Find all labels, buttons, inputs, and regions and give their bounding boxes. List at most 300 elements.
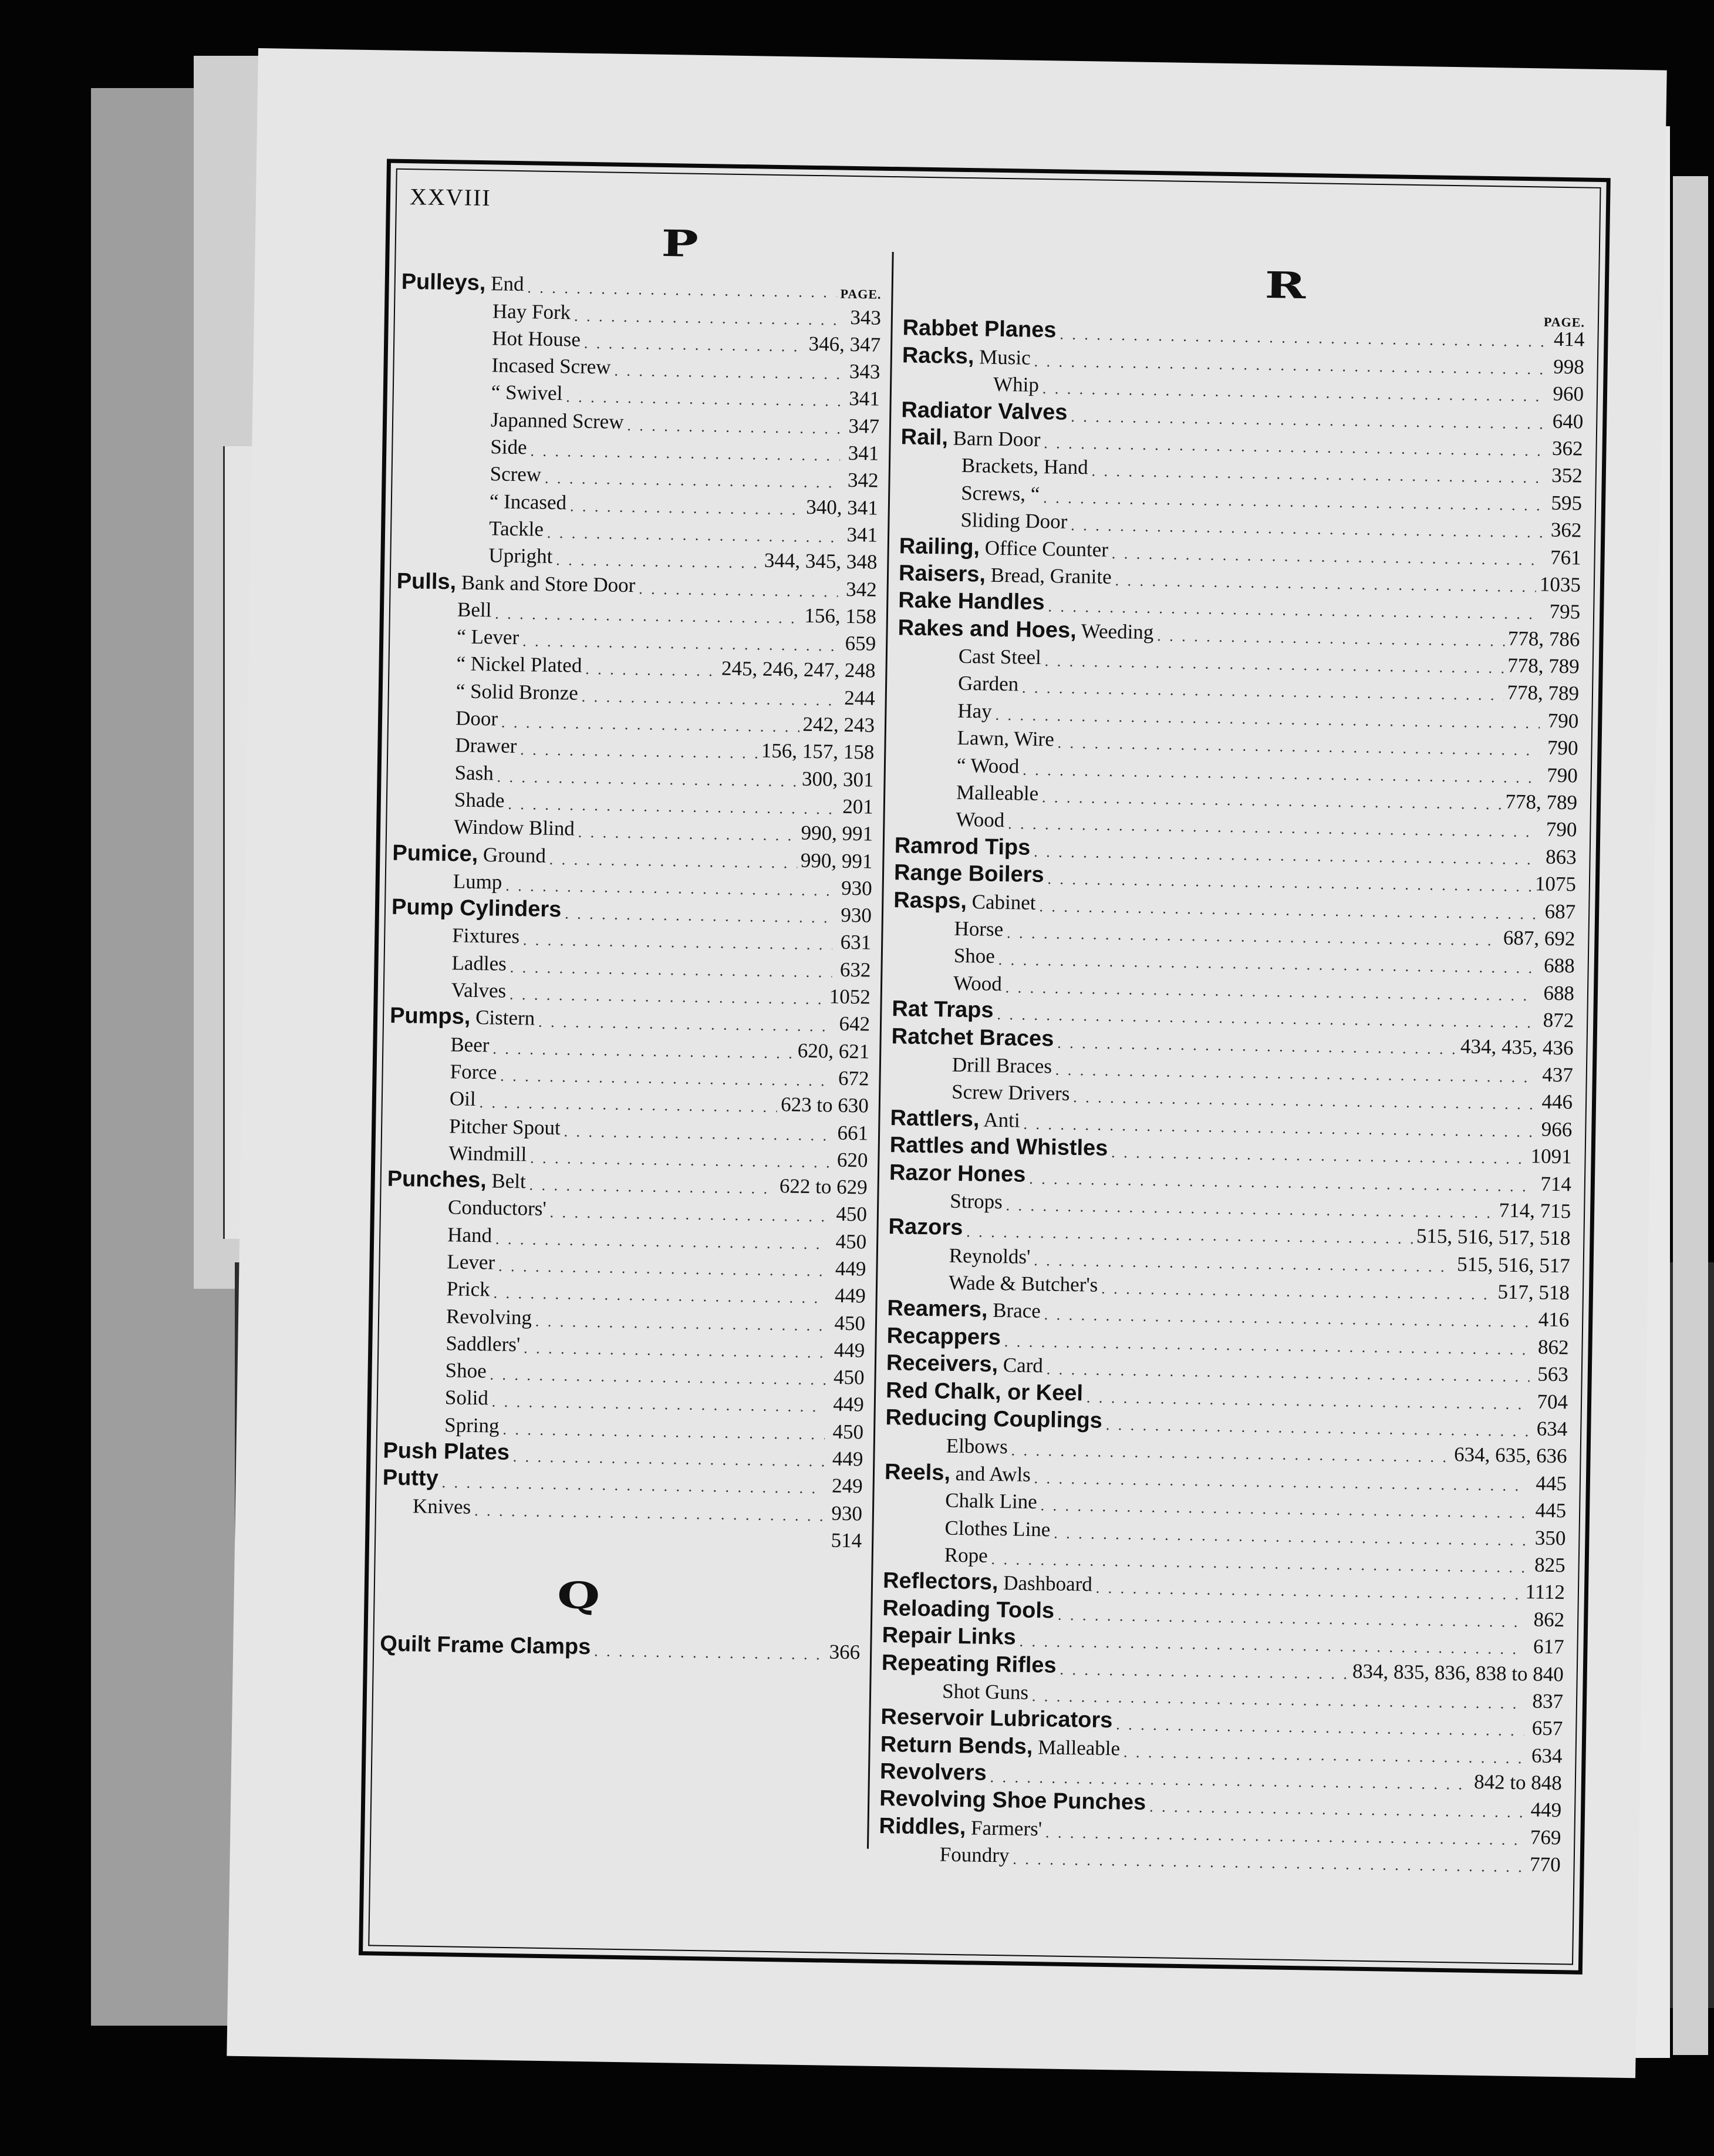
page-reference: 342 [847, 469, 879, 493]
entry-subheading: Wade & Butcher's [948, 1271, 1098, 1296]
page-reference: 778, 789 [1507, 681, 1580, 705]
entry-text [898, 642, 1045, 670]
entry-subheading: Screw [490, 462, 542, 487]
page-reference: 450 [835, 1229, 867, 1254]
entry-subheading: Screw Drivers [951, 1080, 1070, 1106]
entry-subheading: Foundry [939, 1842, 1010, 1867]
page-reference: 661 [837, 1121, 869, 1145]
entry-text [387, 1139, 530, 1167]
entry-text [389, 1058, 500, 1085]
page-reference: 449 [1530, 1798, 1562, 1822]
entry-text [880, 1732, 1123, 1761]
entry-subheading: Drill Braces [952, 1053, 1052, 1078]
page-reference: 862 [1537, 1335, 1569, 1359]
entry-subheading: Force [450, 1060, 497, 1084]
entry-main-heading: Receivers, [886, 1350, 998, 1377]
entry-text [380, 1632, 595, 1660]
entry-text [900, 425, 1044, 452]
entry-main-heading: Revolvers [879, 1759, 987, 1786]
page-reference: 343 [849, 360, 880, 383]
entry-text [884, 1487, 1041, 1514]
page-reference: 714, 715 [1499, 1198, 1571, 1223]
entry-text [400, 324, 584, 352]
entry-text [385, 1302, 535, 1330]
entry-main-heading: Punches, [387, 1166, 487, 1193]
page-reference: 1052 [829, 985, 871, 1009]
entry-text [390, 976, 510, 1003]
book-edge [1673, 176, 1708, 2055]
entry-subheading: Barn Door [953, 426, 1041, 451]
entry-main-heading: Riddles, [879, 1813, 966, 1840]
entry-text [386, 1248, 498, 1275]
entry-text [392, 868, 505, 895]
entry-subheading: Fixtures [451, 924, 520, 948]
entry-text [902, 316, 1060, 343]
entry-main-heading: Recappers [886, 1323, 1001, 1350]
entry-text [883, 1541, 992, 1568]
entry-text [902, 370, 1042, 397]
entry-text [399, 433, 531, 460]
page-reference: 352 [1551, 464, 1583, 487]
entry-subheading: Farmers' [970, 1816, 1042, 1841]
dot-leader [594, 1643, 821, 1664]
entry-subheading: Hay Fork [492, 299, 571, 324]
entry-subheading: Sliding Door [960, 508, 1068, 533]
entry-text [894, 860, 1048, 888]
entry-main-heading: Reamers, [887, 1296, 988, 1323]
page-reference: 930 [841, 876, 872, 900]
entry-main-heading: Revolving Shoe Punches [879, 1786, 1146, 1815]
entry-text [900, 479, 1044, 507]
entry-main-heading: Rail, [900, 425, 949, 450]
page-reference: 341 [848, 387, 880, 411]
entry-subheading: Reynolds' [949, 1244, 1031, 1268]
page-reference: 445 [1536, 1471, 1567, 1495]
entry-text [393, 786, 508, 813]
entry-text [879, 1786, 1150, 1815]
page-reference: 998 [1553, 355, 1585, 379]
entry-subheading: Window Blind [453, 815, 575, 840]
entry-text [886, 1323, 1004, 1350]
entry-text [892, 996, 997, 1023]
page-reference: 837 [1532, 1689, 1564, 1713]
entry-subheading: “ Incased [489, 489, 567, 514]
entry-main-heading: Pumice, [392, 840, 478, 867]
entry-text [899, 534, 1112, 562]
entry-subheading: Spring [444, 1413, 500, 1437]
page-reference: 620 [836, 1148, 868, 1172]
page-reference: 761 [1550, 545, 1581, 570]
dot-leader [570, 497, 803, 518]
entry-text [386, 1275, 494, 1302]
entry-main-heading: Return Bends, [880, 1731, 1033, 1759]
page-reference: 449 [832, 1447, 863, 1471]
page-reference: 366 [829, 1640, 861, 1664]
entry-subheading: Horse [954, 917, 1004, 941]
page-reference: 1091 [1530, 1144, 1572, 1168]
entry-text [894, 833, 1034, 861]
entry-subheading: “ Wood [956, 753, 1020, 778]
entry-main-heading: Reels, [884, 1459, 951, 1485]
entry-subheading: Wood [956, 808, 1005, 832]
entry-subheading: Conductors' [447, 1195, 547, 1221]
entry-text [896, 724, 1058, 752]
entry-text [391, 922, 523, 949]
entry-main-heading: Repeating Rifles [881, 1650, 1057, 1678]
entry-text [895, 779, 1042, 806]
page-reference: 842 to 848 [1473, 1770, 1563, 1795]
entry-subheading: “ Swivel [491, 380, 563, 405]
entry-subheading: Malleable [956, 780, 1039, 806]
page-reference: 156, 158 [804, 604, 877, 628]
entry-subheading: Shoe [445, 1359, 487, 1383]
entry-text [383, 1411, 503, 1438]
entry-text [889, 1187, 1006, 1214]
entry-main-heading: Pulls, [396, 568, 457, 594]
page-reference: 341 [848, 441, 879, 465]
entry-subheading: Shot Guns [942, 1679, 1029, 1704]
entry-text [886, 1378, 1087, 1406]
page-reference: 416 [1538, 1308, 1570, 1332]
page-reference: 346, 347 [808, 332, 881, 356]
index-column-p [382, 268, 882, 1553]
entry-text [396, 568, 639, 597]
entry-main-heading: Reflectors, [882, 1568, 998, 1595]
entry-main-heading: Quilt Frame Clamps [380, 1631, 591, 1660]
entry-text [890, 1106, 1024, 1133]
entry-main-heading: Razors [888, 1214, 963, 1241]
entry-subheading: Door [455, 706, 498, 730]
page-reference: 632 [839, 958, 871, 982]
entry-text [898, 615, 1157, 645]
entry-text [395, 678, 582, 706]
page-reference: 622 to 629 [779, 1174, 868, 1199]
page-reference: 687, 692 [1503, 926, 1575, 951]
entry-text [392, 840, 549, 868]
page-reference: 342 [845, 577, 877, 601]
entry-text [394, 732, 521, 759]
entry-text [383, 1439, 513, 1466]
page-reference: 414 [1553, 328, 1585, 351]
entry-subheading: Incased Screw [491, 353, 611, 379]
entry-text [891, 1051, 1056, 1079]
entry-text [390, 949, 510, 976]
entry-text [899, 561, 1115, 589]
entry-main-heading: Pump Cylinders [391, 894, 562, 922]
entry-main-heading: Rasps, [893, 887, 967, 914]
entry-main-heading: Push Plates [383, 1438, 510, 1466]
entry-text [885, 1405, 1106, 1434]
entry-subheading: Ground [483, 843, 546, 867]
section-letter-p: P [661, 221, 699, 265]
page-reference: 244 [843, 686, 876, 710]
entry-subheading: Cistern [475, 1006, 535, 1030]
entry-subheading: Hot House [491, 326, 581, 351]
page-reference: 1075 [1534, 872, 1577, 896]
page-reference: 1112 [1525, 1580, 1565, 1604]
entry-subheading: Oil [449, 1087, 476, 1111]
entry-text [382, 1466, 442, 1492]
entry-text [387, 1194, 550, 1221]
entry-subheading: Cabinet [971, 890, 1036, 914]
entry-subheading: Lawn, Wire [957, 726, 1055, 751]
page-reference: 249 [831, 1474, 863, 1498]
page-reference: 515, 516, 517, 518 [1416, 1224, 1571, 1250]
entry-text [883, 1568, 1096, 1597]
page-reference: 245, 246, 247, 248 [721, 656, 876, 683]
page-reference: 344, 345, 348 [764, 548, 878, 574]
entry-subheading: “ Nickel Plated [456, 652, 582, 678]
page-reference: 770 [1529, 1852, 1561, 1877]
entry-text [401, 297, 575, 325]
entry-text [398, 460, 545, 487]
entry-subheading: Dashboard [1003, 1571, 1093, 1596]
entry-main-heading: Rakes and Hoes, [898, 615, 1077, 643]
entry-text [900, 452, 1092, 480]
page-reference: 966 [1541, 1117, 1573, 1141]
entry-subheading: “ Solid Bronze [456, 679, 579, 705]
entry-subheading: Solid [444, 1386, 489, 1410]
entry-text [396, 596, 495, 623]
entry-main-heading: Putty [382, 1465, 439, 1491]
page-reference: 640 [1552, 409, 1584, 433]
entry-text [893, 888, 1040, 915]
page-reference: 790 [1547, 709, 1579, 733]
page-reference: 631 [840, 931, 872, 955]
entry-subheading: Office Counter [984, 536, 1109, 561]
page-column-header: PAGE. [840, 286, 882, 302]
page-reference: 617 [1533, 1635, 1564, 1659]
entry-subheading: Lump [453, 870, 502, 894]
entry-text [384, 1384, 492, 1411]
index-page [227, 48, 1666, 2078]
page-reference: 1035 [1539, 572, 1581, 597]
dot-leader [556, 551, 761, 572]
entry-text [393, 759, 497, 786]
entry-main-heading: Rake Handles [898, 588, 1045, 615]
entry-main-heading: Pumps, [389, 1003, 471, 1030]
entry-main-heading: Pulleys, [401, 270, 486, 296]
entry-subheading: Belt [491, 1169, 527, 1193]
entry-main-heading: Railing, [899, 533, 980, 560]
entry-text [892, 969, 1006, 996]
page-reference: 687 [1544, 900, 1576, 924]
entry-subheading: “ Lever [456, 625, 519, 649]
page-reference: 634 [1531, 1744, 1563, 1767]
entry-subheading: Screws, “ [960, 481, 1040, 506]
entry-main-heading: Range Boilers [893, 860, 1044, 888]
page-reference: 795 [1549, 599, 1581, 624]
entry-text [893, 915, 1007, 942]
entry-text [393, 813, 578, 841]
entry-main-heading: Repair Links [882, 1623, 1017, 1650]
entry-text [392, 895, 565, 923]
entry-text [896, 752, 1023, 779]
page-reference: 778, 789 [1507, 653, 1580, 678]
page-reference: 563 [1537, 1362, 1569, 1386]
dot-leader [520, 742, 758, 763]
page-reference: 449 [834, 1338, 865, 1362]
page-reference: 517, 518 [1497, 1280, 1570, 1305]
entry-subheading: Hay [957, 699, 993, 723]
page-reference: 300, 301 [801, 767, 874, 791]
section-letter-q: Q [556, 1574, 600, 1618]
entry-main-heading: Rattles and Whistles [889, 1133, 1108, 1161]
entry-subheading: Knives [412, 1494, 471, 1518]
page-reference: 623 to 630 [780, 1093, 869, 1117]
entry-subheading: Strops [950, 1189, 1003, 1214]
entry-text [390, 1003, 539, 1031]
entry-subheading: Valves [451, 978, 507, 1002]
page-reference: 634, 635, 636 [1453, 1443, 1567, 1468]
entry-text [901, 397, 1071, 426]
entry-text [387, 1167, 529, 1194]
entry-text [880, 1704, 1116, 1733]
page-reference: 634 [1536, 1417, 1568, 1441]
page-reference: 990, 991 [801, 821, 873, 845]
page-reference: 450 [834, 1311, 866, 1335]
page-reference: 437 [1542, 1063, 1574, 1087]
entry-text [899, 506, 1071, 534]
page-reference: 362 [1551, 436, 1583, 460]
entry-text [885, 1432, 1011, 1459]
entry-subheading: Wood [953, 971, 1003, 995]
page-reference: 704 [1537, 1390, 1568, 1413]
dot-leader [614, 362, 841, 383]
entry-subheading: Bread, Granite [990, 563, 1112, 588]
page-reference: 347 [848, 414, 880, 438]
page-reference: 449 [834, 1284, 866, 1308]
entry-subheading: Saddlers' [446, 1332, 521, 1356]
page-reference: 156, 157, 158 [761, 739, 875, 764]
entry-subheading: and Awls [955, 1461, 1031, 1486]
entry-text [397, 541, 556, 569]
page-reference: 515, 516, 517 [1456, 1252, 1571, 1278]
page-column-header: PAGE. [1543, 314, 1585, 330]
dot-leader [578, 824, 798, 845]
page-reference: 350 [1534, 1526, 1566, 1549]
page-reference: 449 [835, 1256, 866, 1281]
entry-text [882, 1650, 1060, 1679]
entry-text [891, 1024, 1057, 1052]
entry-subheading: Prick [446, 1277, 491, 1301]
entry-text [895, 806, 1008, 833]
entry-main-heading: Raisers, [898, 561, 986, 587]
entry-subheading: Japanned Screw [490, 408, 624, 433]
entry-text [394, 705, 502, 732]
entry-text [384, 1357, 490, 1384]
page-reference: 863 [1545, 845, 1577, 869]
entry-text [397, 514, 547, 542]
page-reference: 960 [1553, 382, 1584, 406]
page-reference: 620, 621 [797, 1039, 870, 1063]
dot-leader [584, 335, 805, 356]
page-reference: 201 [842, 794, 874, 818]
page-reference: 445 [1535, 1498, 1567, 1522]
dot-leader [627, 417, 841, 438]
entry-subheading: Whip [993, 372, 1040, 397]
entry-text [880, 1759, 990, 1786]
page-reference: 434, 435, 436 [1460, 1034, 1574, 1059]
entry-subheading: Side [490, 435, 527, 459]
page-reference: 790 [1546, 818, 1577, 841]
entry-subheading: Revolving [446, 1304, 532, 1329]
entry-text [888, 1242, 1034, 1269]
entry-text [898, 588, 1048, 616]
entry-text [386, 1221, 495, 1248]
section-letter-r: R [1264, 263, 1306, 308]
page-reference: 778, 789 [1505, 790, 1578, 814]
entry-text [395, 650, 585, 678]
entry-subheading: Shade [454, 788, 505, 812]
page-reference: 990, 991 [800, 848, 873, 873]
entry-text [902, 343, 1034, 370]
dot-leader [639, 580, 838, 601]
entry-text [881, 1677, 1032, 1705]
entry-subheading: Upright [488, 544, 553, 568]
page-reference: 672 [838, 1066, 869, 1090]
page-reference: 714 [1540, 1172, 1572, 1195]
entry-text [893, 942, 999, 969]
entry-text [396, 623, 523, 650]
page-reference: 790 [1547, 736, 1578, 760]
index-column-r [878, 314, 1584, 1877]
page-reference: 930 [841, 903, 872, 927]
page-reference: 778, 786 [1507, 626, 1580, 651]
entry-main-heading: Reloading Tools [882, 1595, 1055, 1623]
dot-leader [585, 661, 718, 681]
entry-text [885, 1460, 1034, 1487]
entry-main-heading: Ramrod Tips [894, 833, 1031, 860]
entry-text [398, 487, 571, 516]
entry-text [897, 670, 1023, 697]
entry-text [887, 1296, 1044, 1324]
entry-subheading: Beer [450, 1032, 490, 1056]
entry-subheading: Weeding [1081, 619, 1154, 644]
entry-text [400, 351, 615, 380]
entry-subheading: Shoe [953, 944, 996, 968]
entry-text [896, 697, 996, 724]
entry-subheading: Card [1003, 1353, 1044, 1377]
page-reference: 362 [1550, 518, 1582, 542]
entry-subheading: Brackets, Hand [961, 454, 1089, 479]
entry-subheading: Music [979, 345, 1031, 369]
entry-text [389, 1085, 480, 1111]
entry-text [879, 1814, 1045, 1841]
entry-subheading: Garden [957, 672, 1019, 696]
entry-main-heading: Ratchet Braces [891, 1023, 1054, 1052]
entry-subheading: Pitcher Spout [448, 1114, 561, 1139]
entry-text [890, 1078, 1074, 1106]
entry-subheading: Rope [944, 1543, 988, 1567]
page-reference: 450 [832, 1420, 864, 1444]
entry-subheading: Bell [457, 598, 492, 622]
entry-main-heading: Racks, [902, 343, 974, 369]
page-reference: 688 [1543, 954, 1575, 978]
entry-main-heading: Razor Hones [889, 1160, 1026, 1187]
page-reference: 450 [836, 1202, 868, 1226]
page-reference: 449 [833, 1393, 865, 1416]
entry-subheading: Clothes Line [944, 1516, 1051, 1541]
entry-text [401, 270, 527, 297]
entry-subheading: Hand [447, 1223, 492, 1247]
entry-text [878, 1841, 1013, 1868]
entry-text [889, 1133, 1111, 1161]
page-reference: 825 [1534, 1553, 1565, 1577]
entry-text [889, 1160, 1030, 1188]
page-reference: 930 [831, 1501, 863, 1525]
page-reference: 343 [850, 305, 882, 329]
